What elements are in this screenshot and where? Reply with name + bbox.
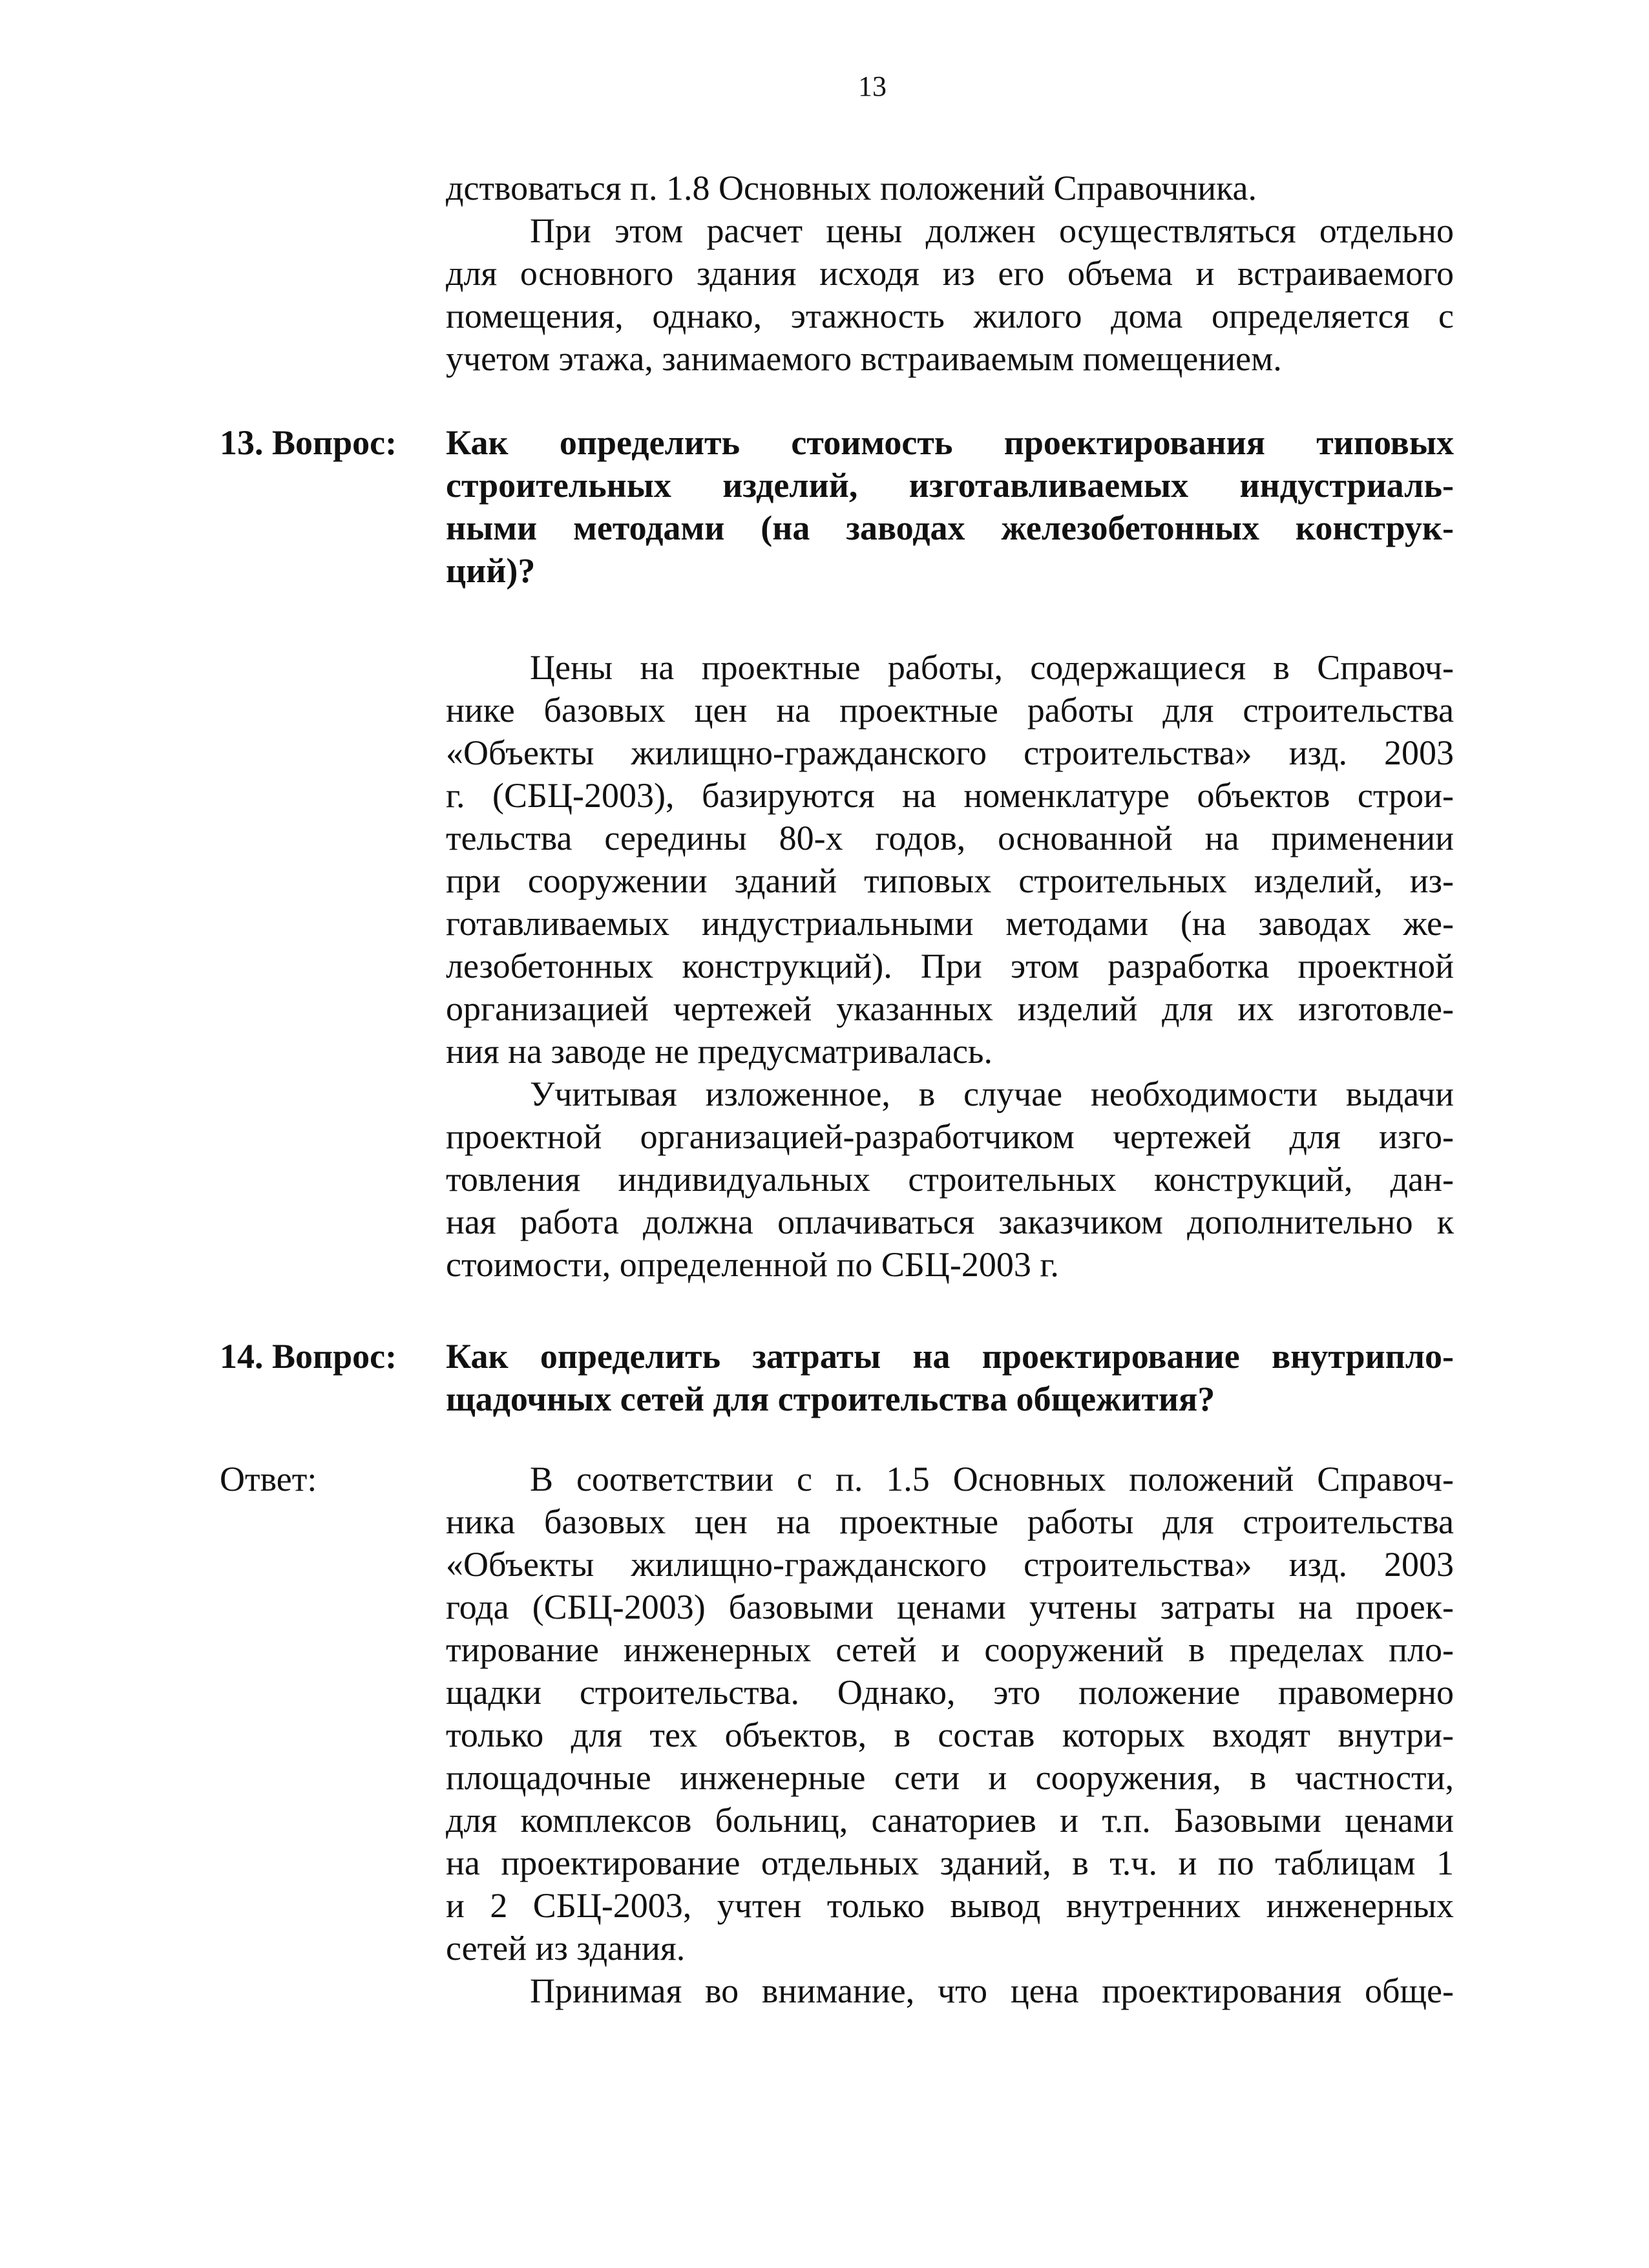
- answer-line: проектной организацией-разработчиком чертежей для изго-: [446, 1117, 1454, 1156]
- answer-line: лезобетонных конструкций). При этом разработка проектной: [446, 947, 1454, 985]
- question-14-text: [446, 1335, 1454, 1420]
- text-line: дствоваться п. 1.8 Основных положений Справочника.: [446, 169, 1257, 207]
- text-line: помещения, однако, этажность жилого дома определяется с: [446, 297, 1454, 335]
- answer-line: тирование инженерных сетей и сооружений в пределах пло-: [446, 1630, 1454, 1669]
- answer-14-label: Ответ:: [220, 1460, 317, 1498]
- answer-line: нике базовых цен на проектные работы для строительства: [446, 691, 1454, 730]
- text-line: учетом этажа, занимаемого встраиваемым помещением.: [446, 339, 1282, 378]
- text-line: При этом расчет цены должен осуществляться отдельно: [530, 211, 1454, 250]
- answer-line: организацией чертежей указанных изделий для их изготовле-: [446, 989, 1454, 1028]
- answer-line: сетей из здания.: [446, 1929, 686, 1968]
- answer-line: ная работа должна оплачиваться заказчиком дополнительно к: [446, 1202, 1454, 1241]
- question-line: ций)?: [446, 551, 536, 590]
- answer-line: Учитывая изложенное, в случае необходимости выдачи: [530, 1075, 1454, 1113]
- answer-line: тельства середины 80-х годов, основанной на применении: [446, 819, 1454, 857]
- answer-line: Принимая во внимание, что цена проектирования обще-: [530, 1971, 1454, 2010]
- answer-line: и 2 СБЦ-2003, учтен только вывод внутренних инженерных: [446, 1886, 1454, 1925]
- answer-line: В соответствии с п. 1.5 Основных положений Справоч-: [530, 1460, 1454, 1498]
- answer-line: стоимости, определенной по СБЦ-2003 г.: [446, 1245, 1059, 1284]
- continuation-text: [446, 167, 1454, 380]
- answer-line: товления индивидуальных строительных конструкций, дан-: [446, 1160, 1454, 1199]
- answer-line: щадки строительства. Однако, это положение правомерно: [446, 1673, 1454, 1712]
- question-13-label: 13. Вопрос:: [220, 423, 397, 462]
- answer-line: г. (СБЦ-2003), базируются на номенклатуре объектов строи-: [446, 776, 1454, 815]
- question-14-label: 14. Вопрос:: [220, 1337, 397, 1376]
- answer-line: «Объекты жилищно-гражданского строительства» изд. 2003: [446, 733, 1454, 772]
- question-line: ными методами (на заводах железобетонных конструк-: [446, 509, 1454, 547]
- answer-14-text: [446, 1458, 1454, 2012]
- question-line: строительных изделий, изготавливаемых индустриаль-: [446, 466, 1454, 505]
- page-number: 13: [858, 70, 887, 102]
- answer-line: только для тех объектов, в состав которых входят внутри-: [446, 1716, 1454, 1754]
- answer-13-text: [446, 646, 1454, 1286]
- answer-line: для комплексов больниц, санаториев и т.п. Базовыми ценами: [446, 1801, 1454, 1840]
- text-line: для основного здания исходя из его объема и встраиваемого: [446, 254, 1454, 293]
- question-line: щадочных сетей для строительства общежития?: [446, 1380, 1215, 1418]
- answer-line: на проектирование отдельных зданий, в т.ч. и по таблицам 1: [446, 1843, 1454, 1882]
- answer-line: ния на заводе не предусматривалась.: [446, 1032, 993, 1071]
- question-line: Как определить стоимость проектирования типовых: [446, 423, 1454, 462]
- answer-line: Цены на проектные работы, содержащиеся в Справоч-: [530, 648, 1454, 687]
- question-line: Как определить затраты на проектирование внутрипло-: [446, 1337, 1454, 1376]
- answer-line: готавливаемых индустриальными методами (на заводах же-: [446, 904, 1454, 943]
- answer-line: площадочные инженерные сети и сооружения, в частности,: [446, 1758, 1454, 1797]
- answer-line: года (СБЦ-2003) базовыми ценами учтены затраты на проек-: [446, 1588, 1454, 1626]
- answer-line: «Объекты жилищно-гражданского строительства» изд. 2003: [446, 1545, 1454, 1584]
- answer-line: ника базовых цен на проектные работы для строительства: [446, 1502, 1454, 1541]
- question-13-text: [446, 421, 1454, 592]
- answer-line: при сооружении зданий типовых строительных изделий, из-: [446, 861, 1454, 900]
